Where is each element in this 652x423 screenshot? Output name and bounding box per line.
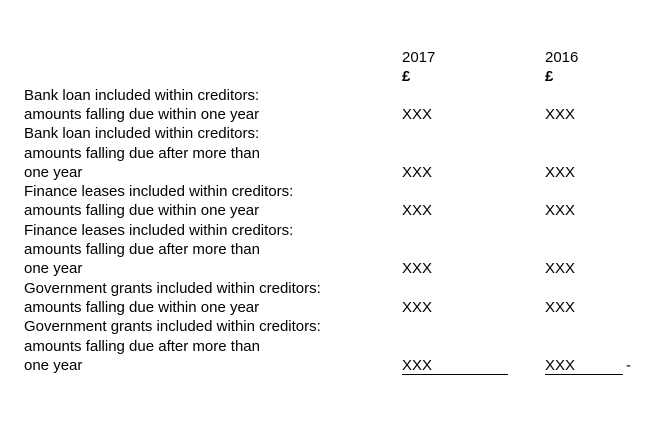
row-label-line: amounts falling due within one year — [24, 202, 260, 219]
row-value-current: XXX — [402, 357, 433, 374]
row-value-current: XXX — [402, 106, 433, 123]
row-value-current: XXX — [402, 260, 433, 277]
row-label-line: amounts falling due after more than — [24, 338, 260, 355]
currency-prior-header: £ — [545, 68, 554, 85]
row-label-line: Finance leases included within creditors: — [24, 183, 294, 200]
row-value-prior: XXX — [545, 357, 576, 374]
row-label-line: one year — [24, 260, 83, 277]
row-value-prior: XXX — [545, 299, 576, 316]
row-label-line: amounts falling due after more than — [24, 145, 260, 162]
row-value-prior: XXX — [545, 202, 576, 219]
row-value-prior: XXX — [545, 106, 576, 123]
row-label-line: one year — [24, 164, 83, 181]
row-value-current: XXX — [402, 164, 433, 181]
row-label-line: amounts falling due after more than — [24, 241, 260, 258]
currency-current-header: £ — [402, 68, 411, 85]
row-value-prior: XXX — [545, 164, 576, 181]
total-underline-prior — [545, 374, 623, 375]
year-prior-header: 2016 — [545, 49, 579, 66]
row-label-line: amounts falling due within one year — [24, 299, 260, 316]
trailing-dash-mark: - — [626, 357, 631, 374]
row-label-line: Finance leases included within creditors: — [24, 222, 294, 239]
row-label-line: Government grants included within creditors: — [24, 318, 321, 335]
row-value-current: XXX — [402, 202, 433, 219]
row-value-prior: XXX — [545, 260, 576, 277]
total-underline-current — [402, 374, 508, 375]
row-label-line: Bank loan included within creditors: — [24, 87, 260, 104]
row-value-current: XXX — [402, 299, 433, 316]
row-label-line: one year — [24, 357, 83, 374]
row-label-line: amounts falling due within one year — [24, 106, 260, 123]
year-current-header: 2017 — [402, 49, 436, 66]
row-label-line: Bank loan included within creditors: — [24, 125, 260, 142]
row-label-line: Government grants included within creditors: — [24, 280, 321, 297]
